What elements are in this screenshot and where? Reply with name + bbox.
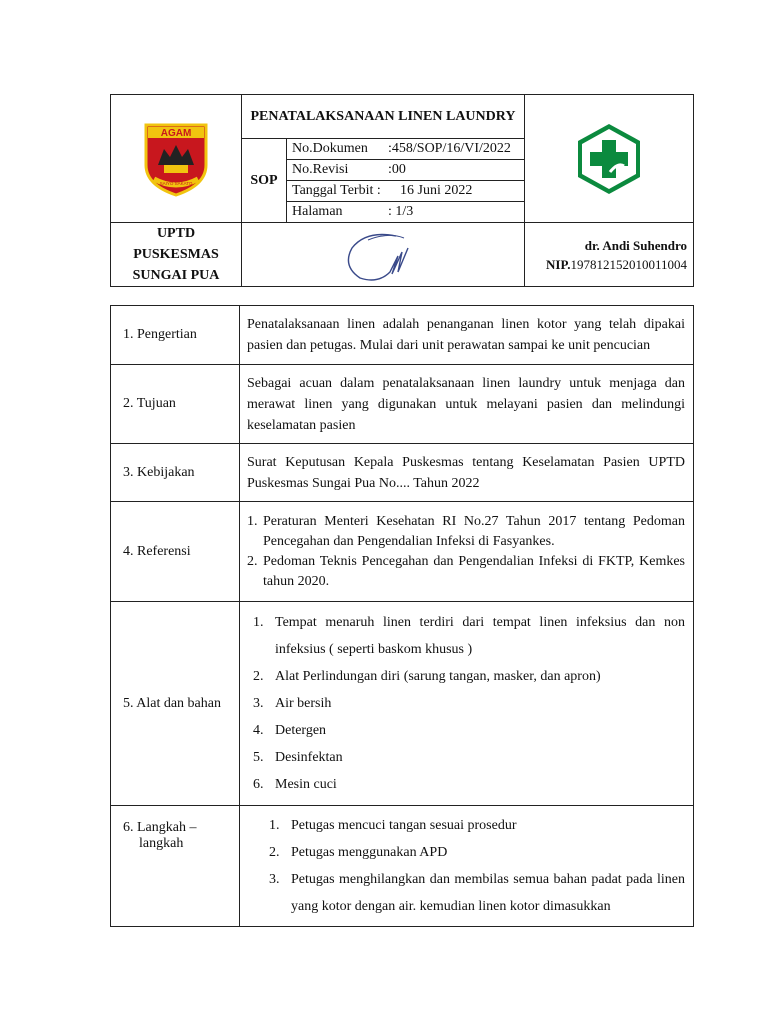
agam-logo-icon	[140, 119, 212, 199]
list-alat-bahan	[240, 602, 694, 806]
item-text: Air bersih	[275, 696, 332, 711]
meta-label: Halaman	[292, 204, 343, 219]
item-number: 3.	[253, 696, 264, 711]
meta-label: Tanggal Terbit :	[292, 183, 381, 198]
document-title: PENATALAKSANAAN LINEN LAUNDRY	[242, 95, 525, 139]
list-item	[247, 839, 685, 866]
item-text: Petugas mencuci tangan sesuai prosedur	[291, 818, 517, 833]
text-pengertian: Penatalaksanaan linen adalah penanganan linen kotor yang telah dipakai pasien dan petugas. Mulai dari unit perawatan sampai ke unit pencucian	[240, 306, 694, 365]
label-referensi: 4. Referensi	[111, 502, 240, 602]
list-item	[247, 744, 685, 771]
item-number: 1.	[247, 513, 258, 529]
signer-name: dr. Andi Suhendro	[584, 237, 687, 253]
meta-value: :458/SOP/16/VI/2022	[388, 141, 511, 156]
label-alat-bahan: 5. Alat dan bahan	[111, 602, 240, 806]
item-text: Petugas menggunakan APD	[291, 845, 448, 860]
item-text: Tempat menaruh linen terdiri dari tempat linen infeksius dan non infeksius ( seperti baskom khusus )	[275, 615, 685, 657]
list-item	[247, 717, 685, 744]
item-text: Petugas menghilangkan dan membilas semua bahan padat pada linen yang kotor dengan air. kemudian linen kotor dimasukkan	[291, 872, 685, 914]
meta-row-revisi	[287, 160, 525, 181]
meta-label: No.Dokumen	[292, 141, 368, 156]
nip-value: 197812152010011004	[570, 256, 687, 272]
org-line: SUNGAI PUA	[132, 268, 220, 283]
label-tujuan: 2. Tujuan	[111, 365, 240, 444]
meta-value: :00	[388, 162, 406, 177]
list-item	[247, 812, 685, 839]
item-number: 5.	[253, 750, 264, 765]
meta-row-halaman	[287, 202, 525, 223]
meta-row-tanggal	[287, 181, 525, 202]
meta-row-dokumen	[287, 139, 525, 160]
item-text: Pedoman Teknis Pencegahan dan Pengendalian Infeksi di FKTP, Kemkes tahun 2020.	[263, 553, 685, 589]
org-line: PUSKESMAS	[133, 247, 219, 262]
item-number: 3.	[269, 872, 280, 887]
label-pengertian: 1. Pengertian	[111, 306, 240, 365]
item-number: 2.	[253, 669, 264, 684]
list-item	[247, 552, 685, 592]
item-number: 1.	[253, 615, 264, 630]
organization-name	[111, 223, 242, 287]
org-line: UPTD	[156, 226, 196, 241]
sop-header-table	[110, 94, 694, 287]
signer-nip	[525, 255, 687, 274]
item-number: 6.	[253, 777, 264, 792]
list-langkah	[240, 806, 694, 927]
item-number: 2.	[247, 553, 258, 569]
item-text: Alat Perlindungan diri (sarung tangan, masker, dan apron)	[275, 669, 601, 684]
list-item	[247, 609, 685, 663]
label-line: langkah	[139, 836, 184, 851]
list-item	[247, 690, 685, 717]
item-number: 1.	[269, 818, 280, 833]
item-text: Detergen	[275, 723, 327, 738]
label-line: 6. Langkah –	[123, 820, 197, 835]
meta-label: No.Revisi	[292, 162, 349, 177]
list-item	[247, 771, 685, 798]
health-ministry-logo-icon	[574, 122, 644, 196]
item-number: 2.	[269, 845, 280, 860]
health-logo-cell	[525, 95, 694, 223]
label-langkah	[111, 806, 240, 927]
text-kebijakan: Surat Keputusan Kepala Puskesmas tentang Keselamatan Pasien UPTD Puskesmas Sungai Pua No.... Tahun 2022	[240, 444, 694, 502]
meta-value: 16 Juni 2022	[400, 183, 473, 198]
signature-icon	[338, 226, 428, 284]
list-item	[247, 866, 685, 920]
label-kebijakan: 3. Kebijakan	[111, 444, 240, 502]
nip-label: NIP.	[546, 256, 571, 272]
agam-logo-cell	[111, 95, 242, 223]
item-text: Peraturan Menteri Kesehatan RI No.27 Tahun 2017 tentang Pedoman Pencegahan dan Pengendalian Infeksi di Fasyankes.	[263, 513, 685, 549]
list-referensi	[240, 502, 694, 602]
list-item	[247, 663, 685, 690]
sop-content-table	[110, 305, 694, 927]
item-text: Desinfektan	[275, 750, 343, 765]
sop-label: SOP	[242, 139, 287, 223]
signature-cell	[242, 223, 525, 287]
signer-block	[525, 223, 694, 287]
logo-motto: SAIYO SAKATO	[159, 180, 193, 186]
meta-value: : 1/3	[388, 204, 414, 219]
logo-text: AGAM	[160, 127, 192, 139]
item-number: 4.	[253, 723, 264, 738]
list-item	[247, 512, 685, 552]
item-text: Mesin cuci	[275, 777, 337, 792]
text-tujuan: Sebagai acuan dalam penatalaksanaan linen laundry untuk menjaga dan merawat linen yang digunakan untuk melayani pasien dan melindungi keselamatan pasien	[240, 365, 694, 444]
